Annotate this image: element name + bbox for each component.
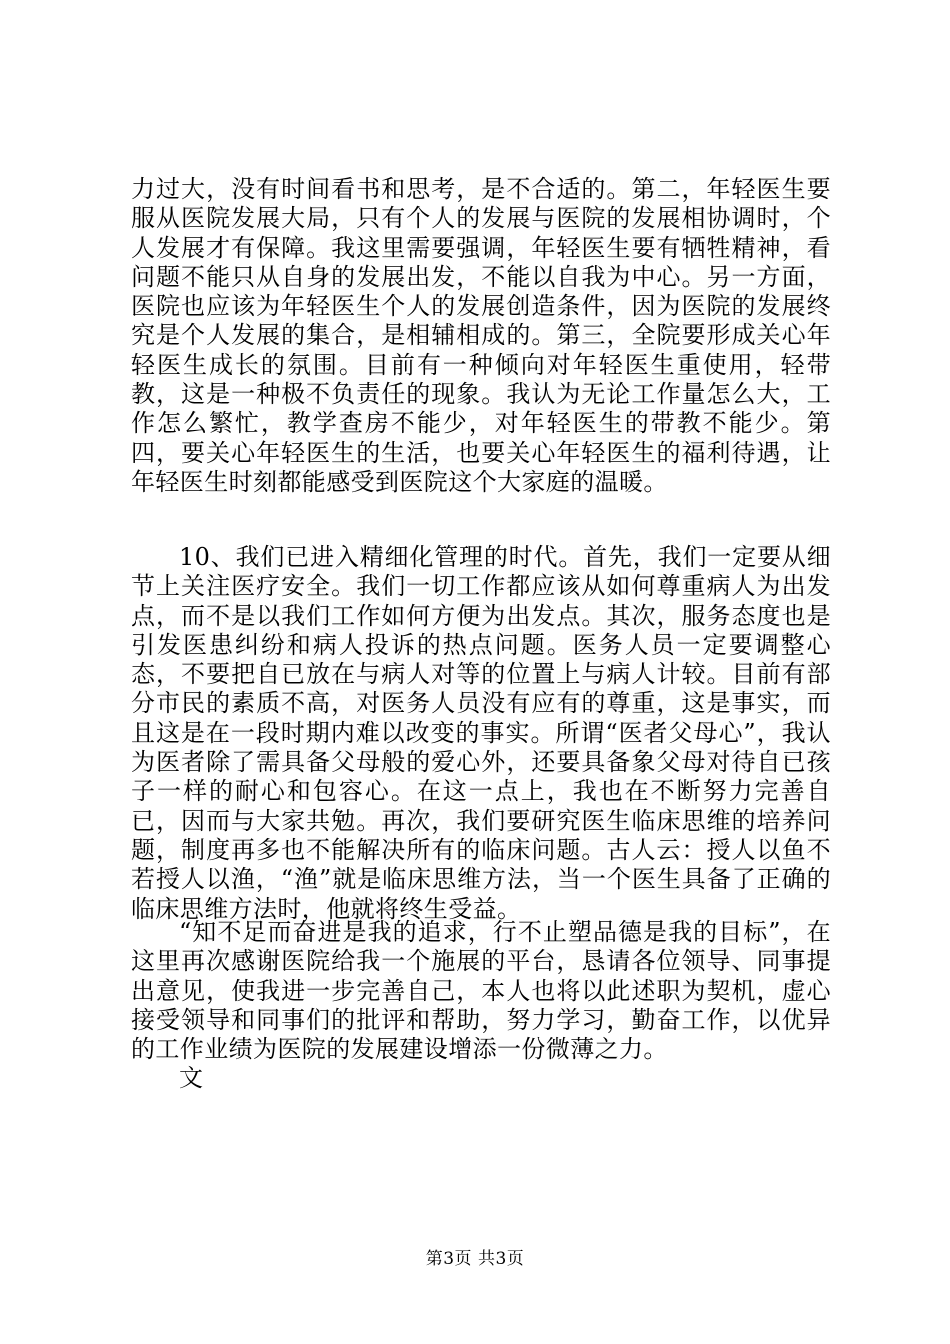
document-body-part-2 bbox=[131, 543, 831, 924]
paragraph-trailing-char: 文 bbox=[179, 1064, 204, 1093]
page-footer bbox=[0, 1244, 950, 1269]
document-body-part-3 bbox=[131, 918, 831, 1094]
document-body-part-1 bbox=[131, 175, 831, 497]
paragraph-closing: “知不足而奋进是我的追求，行不止塑品德是我的目标”，在这里再次感谢医院给我一个施展的平台，恳请各位领导、同事提出意见，使我进一步完善自己，本人也将以此述职为契机，虚心接受领导和同事们的批评和帮助，努力学习，勤奋工作，以优异的工作业绩为医院的发展建设增添一份微薄之力。 bbox=[131, 918, 831, 1064]
paragraph-continuation: 力过大，没有时间看书和思考，是不合适的。第二，年轻医生要服从医院发展大局，只有个人的发展与医院的发展相协调时，个人发展才有保障。我这里需要强调，年轻医生要有牺牲精神，看问题不能只从自身的发展出发，不能以自我为中心。另一方面，医院也应该为年轻医生个人的发展创造条件，因为医院的发展终究是个人发展的集合，是相辅相成的。第三，全院要形成关心年轻医生成长的氛围。目前有一种倾向对年轻医生重使用，轻带教，这是一种极不负责任的现象。我认为无论工作量怎么大，工作怎么繁忙，教学查房不能少，对年轻医生的带教不能少。第四，要关心年轻医生的生活，也要关心年轻医生的福利待遇，让年轻医生时刻都能感受到医院这个大家庭的温暖。 bbox=[131, 175, 831, 496]
paragraph-item-10: 10、我们已进入精细化管理的时代。首先，我们一定要从细节上关注医疗安全。我们一切工作都应该从如何尊重病人为出发点，而不是以我们工作如何方便为出发点。其次，服务态度也是引发医患纠纷和病人投诉的热点问题。医务人员一定要调整心态，不要把自已放在与病人对等的位置上与病人计较。目前有部分市民的素质不高，对医务人员没有应有的尊重，这是事实，而且这是在一段时期内难以改变的事实。所谓“医者父母心”，我认为医者除了需具备父母般的爱心外，还要具备象父母对待自已孩子一样的耐心和包容心。在这一点上，我也在不断努力完善自已，因而与大家共勉。再次，我们要研究医生临床思维的培养问题，制度再多也不能解决所有的临床问题。古人云：授人以鱼不若授人以渔，“渔”就是临床思维方法，当一个医生具备了正确的临床思维方法时，他就将终生受益。 bbox=[131, 543, 831, 923]
page-number-label: 第3页 共3页 bbox=[425, 1249, 525, 1269]
